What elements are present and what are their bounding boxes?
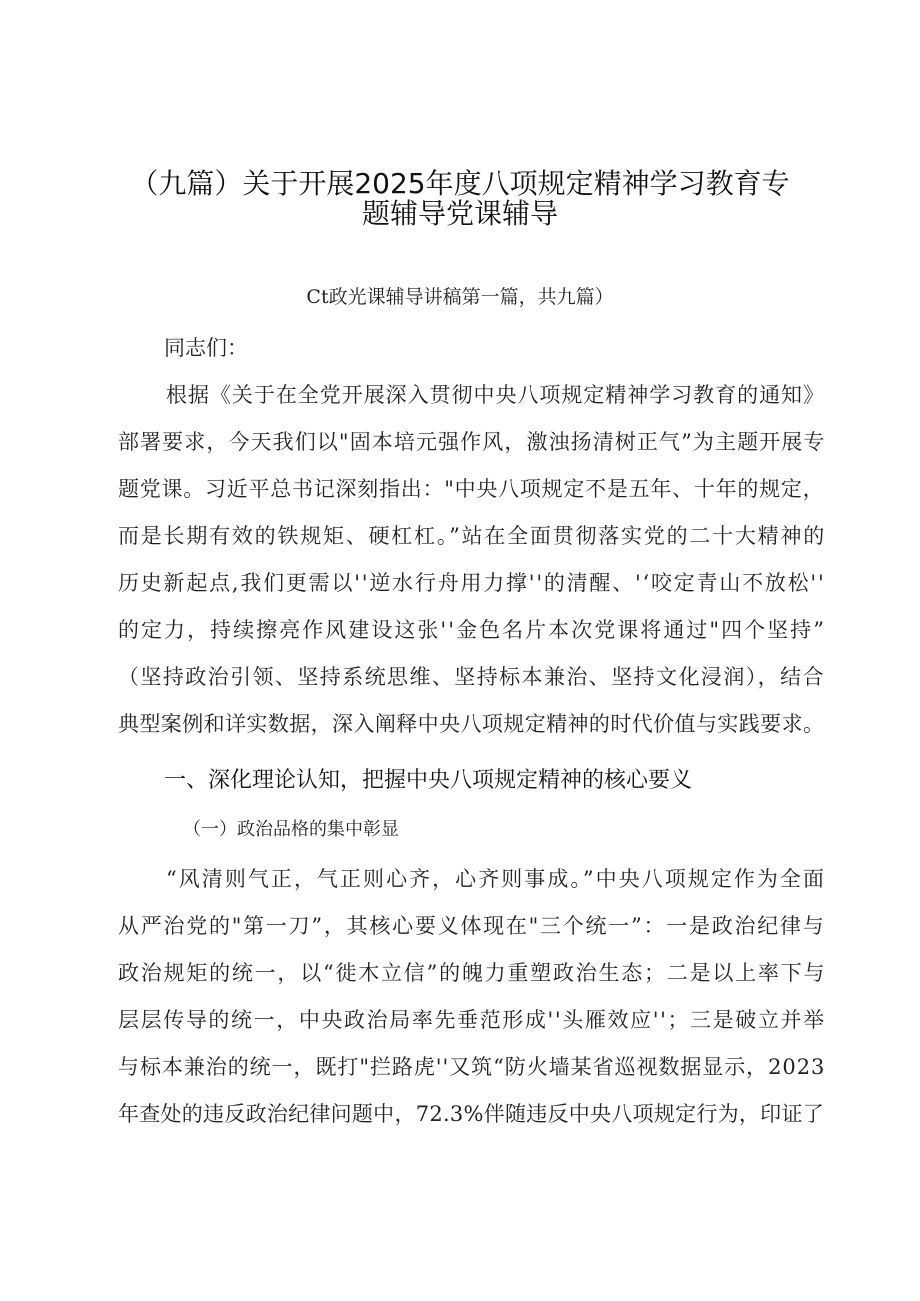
paragraph-1-line-5: 历史新起点,我们更需以''逆水行舟用力撑''的清醒、'‘咬定青山不放松'' (118, 571, 826, 595)
salutation: 同志们： (164, 336, 248, 360)
section-1-subheading: （一）政治品格的集中彰显 (183, 819, 399, 840)
paragraph-2-line-3: 政治规矩的统一，以“徙木立信”的魄力重塑政治生态；二是以上率下与 (118, 961, 827, 985)
paragraph-1-line-6: 的定力，持续擦亮作风建设这张''金色名片本次党课将通过"四个坚持” (118, 618, 826, 642)
document-title-line-2: 题辅导党课辅导 (361, 197, 558, 230)
paragraph-2-line-2: 从严治党的"第一刀”，其核心要义体现在"三个统一”：一是政治纪律与 (118, 914, 826, 938)
paragraph-2-line-1: “风清则气正，气正则心齐，心齐则事成。”中央八项规定作为全面 (166, 867, 827, 891)
paragraph-2-line-6: 年查处的违反政治纪律问题中，72.3%伴随违反中央八项规定行为，印证了 (118, 1102, 824, 1126)
paragraph-1-line-1: 根据《关于在全党开展深入贯彻中央八项规定精神学习教育的通知》 (166, 383, 825, 407)
paragraph-1-line-3: 题党课。习近平总书记深刻指出："中央八项规定不是五年、十年的规定， (118, 477, 825, 501)
paragraph-1-line-2: 部署要求，今天我们以"固本培元强作风，激浊扬清树正气”为主题开展专 (118, 430, 826, 454)
paragraph-1-line-8: 典型案例和详实数据，深入阐释中央八项规定精神的时代价值与实践要求。 (118, 712, 825, 736)
document-title-line-1: （九篇）关于开展2025年度八项规定精神学习教育专 (130, 167, 790, 200)
paragraph-1-line-4: 而是长期有效的铁规矩、硬杠杠。”站在全面贯彻落实党的二十大精神的 (118, 524, 827, 548)
paragraph-2-line-4: 层层传导的统一，中央政治局率先垂范形成''头雁效应''；三是破立并举 (118, 1008, 826, 1032)
paragraph-2-line-5: 与标本兼治的统一，既打"拦路虎''又筑“防火墙某省巡视数据显示，2023 (118, 1055, 826, 1079)
document-subtitle: Ct政光课辅导讲稿第一篇，共九篇） (306, 286, 614, 308)
section-1-heading: 一、深化理论认知，把握中央八项规定精神的核心要义 (164, 768, 693, 793)
paragraph-1-line-7: （坚持政治引领、坚持系统思维、坚持标本兼治、坚持文化浸润），结合 (118, 665, 825, 689)
